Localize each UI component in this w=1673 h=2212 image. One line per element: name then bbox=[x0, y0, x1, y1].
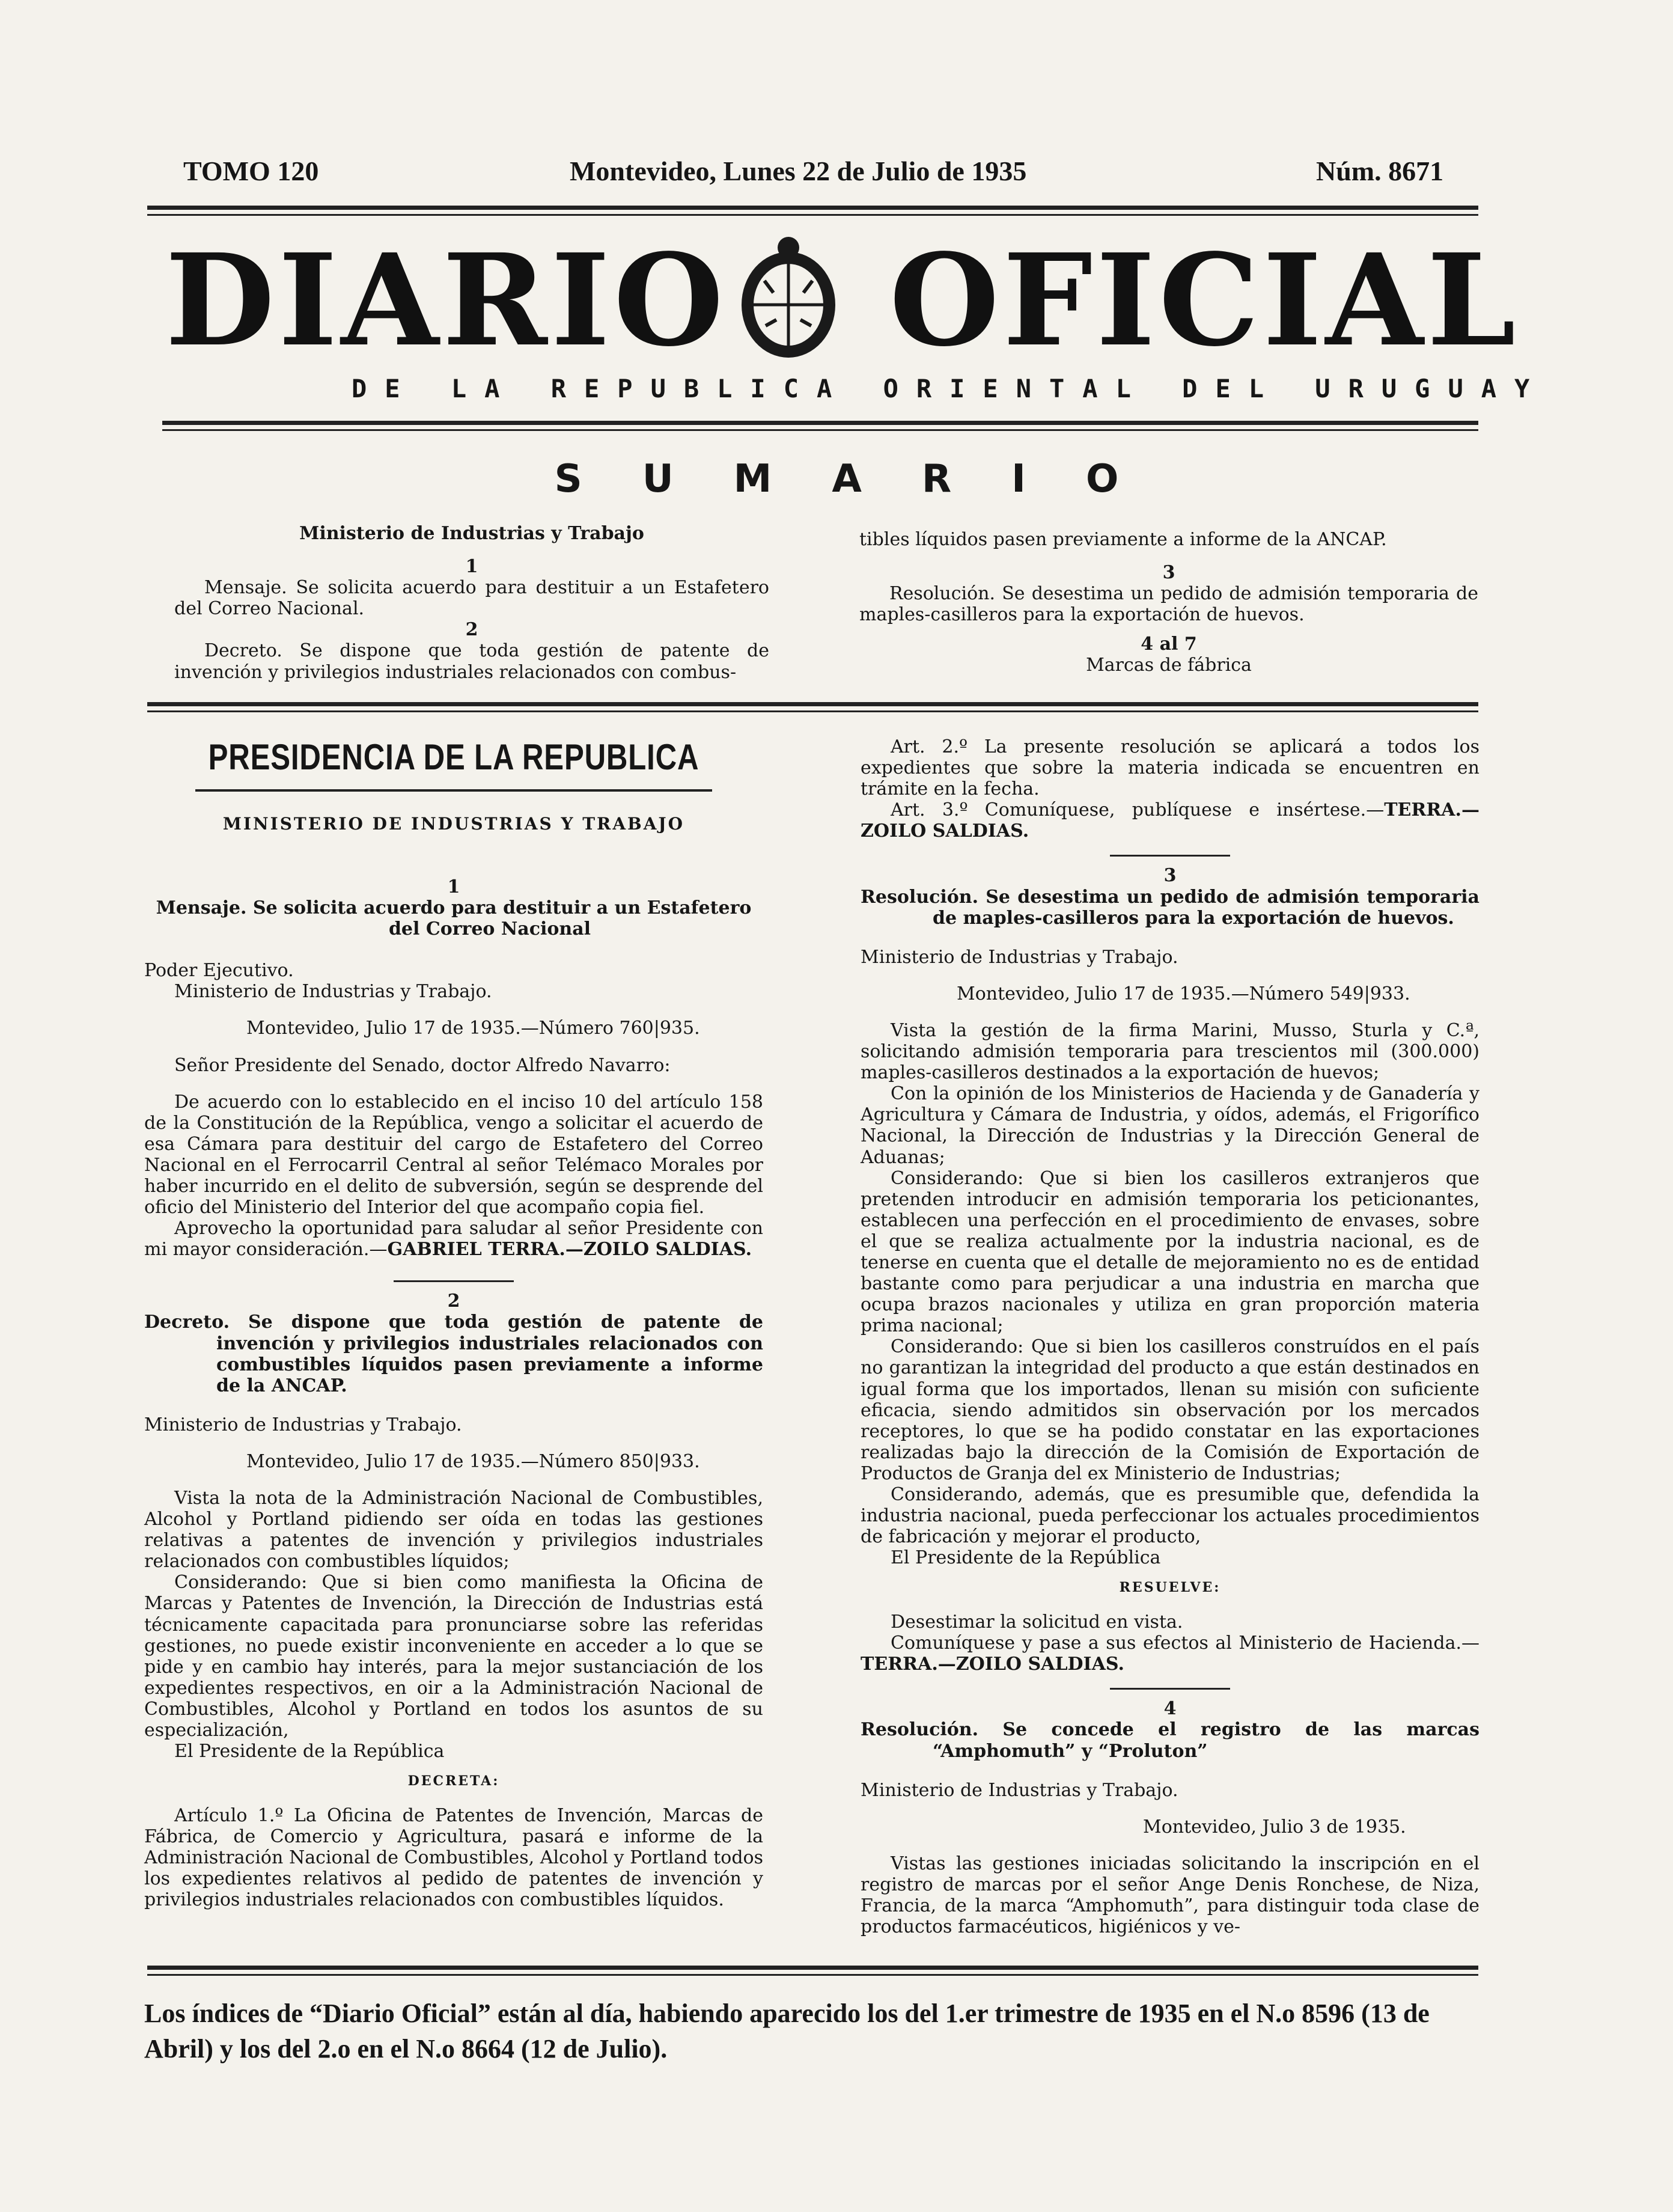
doc1-dateline: Montevideo, Julio 17 de 1935.—Número 760|935. bbox=[246, 1018, 700, 1039]
doc1-body2: Aprovecho la oportunidad para saludar al señor Presidente con mi mayor consideración.— bbox=[144, 1218, 763, 1260]
doc3-body4: Considerando: Que si bien los casilleros construídos en el país no garantizan la integridad del producto a que están destinados en igual forma que los importados, llenan su misión con suficiente eficacia, siendo admitidos sin observación por los mercados receptores, lo que se ha podido constatar en las exportaciones realizadas bajo la dirección de la Comisión de Exportación de Productos de Granja del ex Ministerio de Industrias; bbox=[861, 1336, 1479, 1484]
doc2-art3: Art. 3.º Comuníquese, publíquese e insértese.— bbox=[891, 799, 1385, 821]
doc3-p1: Ministerio de Industrias y Trabajo. bbox=[861, 946, 1178, 968]
divider-3-4 bbox=[1110, 1688, 1230, 1690]
doc3-body1: Vista la gestión de la firma Marini, Musso, Sturla y C.ª, solicitando admisión temporaria para trescientos mil (300.000) maples-casilleros destinados a la exportación de huevos; bbox=[861, 1019, 1479, 1084]
divider-2-3 bbox=[1110, 855, 1230, 857]
doc4-dateline: Montevideo, Julio 3 de 1935. bbox=[1143, 1816, 1406, 1838]
sumario-left-column bbox=[174, 523, 769, 683]
header-rule bbox=[147, 206, 1478, 210]
sumario-item-2-cont: tibles líquidos pasen previamente a informe de la ANCAP. bbox=[859, 529, 1387, 550]
doc2-headline: Decreto. Se dispone que toda gestión de patente de invención y privilegios industriales relacionados con combustibles líquidos pasen previamente a informe de la ANCAP. bbox=[144, 1312, 763, 1396]
doc3-body2: Con la opinión de los Ministerios de Hacienda y de Ganadería y Agricultura y Cámara de Industria, y oídos, además, el Frigorífico Nacional, la Dirección de Industrias y la Dirección General de Aduanas; bbox=[861, 1083, 1479, 1168]
sumario-item-1: Mensaje. Se solicita acuerdo para destituir a un Estafetero del Correo Nacional. bbox=[174, 577, 769, 620]
doc3-body6: El Presidente de la República bbox=[891, 1547, 1161, 1569]
doc1-num: 1 bbox=[447, 876, 460, 897]
section-title: PRESIDENCIA DE LA REPUBLICA bbox=[208, 737, 699, 777]
doc3-body3: Considerando: Que si bien los casilleros extranjeros que pretenden introducir en admisión temporaria los peticionantes, establecen una perfección en el procedimiento de envases, sobre el que se realiza actualmente por la industria nacional, es de tenerse en cuenta que el detalle de mejoramiento no es de entidad bastante como para perjudicar a una industria en marcha que ocupa brazos nacionales y utiliza en gran proporción materia prima nacional; bbox=[861, 1167, 1479, 1337]
header-rule-thin bbox=[147, 214, 1478, 216]
doc4-body1: Vistas las gestiones iniciadas solicitando la inscripción en el registro de marcas por el señor Ange Denis Ronchese, de Niza, Francia, de la marca “Amphomuth”, para distinguir toda clase de productos farmacéuticos, higiénicos y ve- bbox=[861, 1853, 1479, 1938]
sumario-right-column bbox=[859, 529, 1478, 676]
doc2-art2: Art. 2.º La presente resolución se aplicará a todos los expedientes que sobre la materia indicada se encuentren en trámite en la fecha. bbox=[861, 736, 1479, 800]
sumario-item-2: Decreto. Se dispone que toda gestión de patente de invención y privilegios industriales relacionados con combus- bbox=[174, 640, 769, 683]
masthead-word-oficial: OFICIAL bbox=[889, 226, 1520, 374]
section-title-rule bbox=[195, 789, 712, 792]
sumario-ministry: Ministerio de Industrias y Trabajo bbox=[299, 523, 644, 544]
doc1-body2-wrap bbox=[144, 1218, 763, 1260]
doc2-art3-wrap bbox=[861, 799, 1479, 842]
doc2-decreta: DECRETA: bbox=[407, 1773, 500, 1789]
masthead-word-diario: DIARIO bbox=[165, 226, 727, 374]
divider-1-2 bbox=[394, 1280, 514, 1282]
doc1-p1: Poder Ejecutivo. bbox=[144, 960, 294, 982]
ministry-title: MINISTERIO DE INDUSTRIAS Y TRABAJO bbox=[222, 814, 685, 834]
doc3-dateline: Montevideo, Julio 17 de 1935.—Número 549|933. bbox=[957, 983, 1410, 1004]
doc3-r1: Desestimar la solicitud en vista. bbox=[891, 1612, 1183, 1633]
doc2-num: 2 bbox=[447, 1291, 460, 1312]
coat-of-arms-icon bbox=[728, 236, 849, 362]
footer-notice: Los índices de “Diario Oficial” están al día, habiendo aparecido los del 1.er trimestre de 1935 en el N.o 8596 (13 de Abril) y los del 2.o en el N.o 8664 (12 de Julio). bbox=[144, 1999, 1430, 2064]
right-column bbox=[861, 736, 1479, 1937]
doc2-p1: Ministerio de Industrias y Trabajo. bbox=[144, 1414, 462, 1435]
masthead-rule-thin bbox=[162, 429, 1478, 431]
sumario-item-2-num: 2 bbox=[465, 619, 478, 641]
doc1-signature: GABRIEL TERRA.—ZOILO SALDIAS. bbox=[387, 1239, 752, 1260]
masthead-rule bbox=[162, 421, 1478, 425]
doc3-r2-signature: TERRA.—ZOILO SALDIAS. bbox=[861, 1654, 1124, 1675]
doc2-body2: Considerando: Que si bien como manifiesta la Oficina de Marcas y Patentes de Invención, la Dirección de Industrias está técnicamente capacitada para pronunciarse sobre las referidas gestiones, no puede existir inconveniente en acceder a lo que se pide y en cambio hay interés, para la mejor sustanciación de los expedientes respectivos, en oir a la Administración Nacional de Combustibles, Alcohol y Portland en todos los asuntos de su especialización, bbox=[144, 1572, 763, 1741]
doc3-r2: Comuníquese y pase a sus efectos al Ministerio de Hacienda.— bbox=[891, 1633, 1479, 1654]
doc3-resuelve: RESUELVE: bbox=[1119, 1580, 1221, 1596]
doc2-body3: El Presidente de la República bbox=[174, 1741, 445, 1762]
footer-rule-thin bbox=[147, 1974, 1478, 1976]
issue-number: Núm. 8671 bbox=[1316, 156, 1444, 186]
doc2-body1: Vista la nota de la Administración Nacional de Combustibles, Alcohol y Portland pidiendo ser oída en todas las gestiones relativas a patentes de invención y privilegios industriales relacionados con combustibles líquidos; bbox=[144, 1488, 763, 1572]
sumario-item-4: Marcas de fábrica bbox=[1086, 655, 1252, 676]
doc4-p1: Ministerio de Industrias y Trabajo. bbox=[861, 1779, 1178, 1801]
doc3-body5: Considerando, además, que es presumible que, defendida la industria nacional, pueda perfeccionar los actuales procedimientos de fabricación y mejorar el producto, bbox=[861, 1484, 1479, 1548]
sumario-item-4-num: 4 al 7 bbox=[1141, 634, 1197, 655]
sumario-item-1-num: 1 bbox=[465, 556, 478, 578]
doc3-num: 3 bbox=[1163, 865, 1177, 887]
doc2-art1: Artículo 1.º La Oficina de Patentes de Invención, Marcas de Fábrica, de Comercio y Agricultura, pasará e informe de la Administración Nacional de Combustibles, Alcohol y Portland todos los expedientes relativos al pedido de patentes de invención y privilegios industriales relacionados con combustibles líquidos. bbox=[144, 1804, 763, 1911]
doc3-r2-wrap bbox=[861, 1633, 1479, 1675]
sumario-item-3-num: 3 bbox=[1162, 562, 1175, 584]
doc1-salutation: Señor Presidente del Senado, doctor Alfredo Navarro: bbox=[174, 1054, 671, 1076]
doc1-body1: De acuerdo con lo establecido en el inciso 10 del artículo 158 de la Constitución de la República, vengo a solicitar el acuerdo de esa Cámara para destituir del cargo de Estafetero del Correo Nacional en el Ferrocarril Central al señor Telémaco Morales por haber incurrido en el delito de subversión, según se desprende del oficio del Ministerio del Interior del que acompaño copia fiel. bbox=[144, 1091, 763, 1218]
doc4-headline: Resolución. Se concede el registro de las marcas “Amphomuth” y “Proluton” bbox=[861, 1719, 1479, 1762]
date-line: Montevideo, Lunes 22 de Julio de 1935 bbox=[570, 156, 1027, 186]
doc2-dateline: Montevideo, Julio 17 de 1935.—Número 850|933. bbox=[246, 1450, 700, 1472]
sumario-title: SUMARIO bbox=[554, 457, 1179, 501]
left-column bbox=[144, 736, 763, 1910]
doc4-num: 4 bbox=[1163, 1698, 1177, 1720]
tomo-label: TOMO 120 bbox=[183, 156, 319, 186]
masthead-subtitle: DE LA REPUBLICA ORIENTAL DEL URUGUAY bbox=[352, 374, 1548, 403]
footer-rule bbox=[147, 1966, 1478, 1970]
doc2-art3-signature: TERRA.—ZOILO SALDIAS. bbox=[861, 799, 1479, 842]
sumario-rule bbox=[147, 702, 1478, 706]
doc3-headline: Resolución. Se desestima un pedido de admisión temporaria de maples-casilleros para la exportación de huevos. bbox=[861, 886, 1479, 929]
doc1-headline: Mensaje. Se solicita acuerdo para destituir a un Estafetero del Correo Nacional bbox=[156, 897, 752, 940]
doc1-p2: Ministerio de Industrias y Trabajo. bbox=[174, 981, 492, 1003]
sumario-rule-thin bbox=[147, 710, 1478, 712]
sumario-item-3: Resolución. Se desestima un pedido de admisión temporaria de maples-casilleros para la exportación de huevos. bbox=[859, 583, 1478, 626]
